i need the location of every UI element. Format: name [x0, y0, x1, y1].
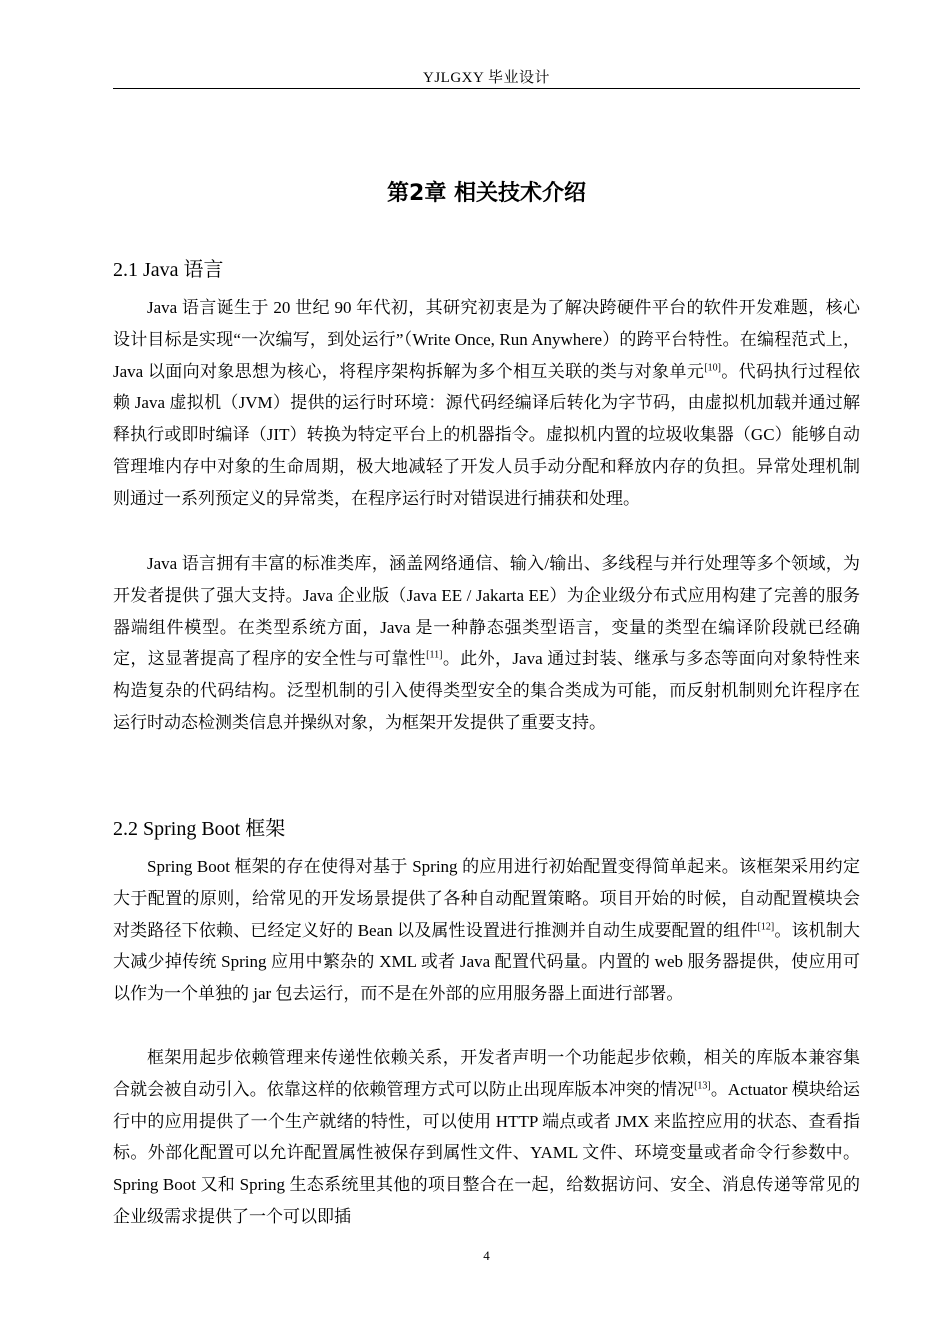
paragraph-text: 。该机制大大减少掉传统 Spring 应用中繁杂的 XML 或者 Java 配置代码量。内置的 web 服务器提供，使应用可以作为一个单独的 jar 包去运行，而不是在外部的应用服务器上面进行部署。: [113, 920, 860, 1004]
paragraph-text: 框架用起步依赖管理来传递性依赖关系，开发者声明一个功能起步依赖，相关的库版本兼容集合就会被自动引入。依靠这样的依赖管理方式可以防止出现库版本冲突的情况: [113, 1048, 860, 1099]
page-number: 4: [483, 1248, 490, 1263]
paragraph-text: Spring Boot 框架的存在使得对基于 Spring 的应用进行初始配置变得简单起来。该框架采用约定大于配置的原则，给常见的开发场景提供了各种自动配置策略。项目开始的时候，自动配置模块会对类路径下依赖、已经定义好的 Bean 以及属性设置进行推测并自动生成要配置的组件: [113, 857, 860, 940]
paragraph-text: 。代码执行过程依赖 Java 虚拟机（JVM）提供的运行时环境：源代码经编译后转化为字节码，由虚拟机加载并通过解释执行或即时编译（JIT）转换为特定平台上的机器指令。虚拟机内置的垃圾收集器（GC）能够自动管理堆内存中对象的生命周期，极大地减轻了开发人员手动分配和释放内存的负担。异常处理机制则通过一系列预定义的异常类，在程序运行时对错误进行捕获和处理。: [113, 361, 861, 508]
paragraph-spring-boot-intro: [113, 851, 860, 1010]
paragraph-text: 。Actuator 模块给运行中的应用提供了一个生产就绪的特性，可以使用 HTTP 端点或者 JMX 来监控应用的状态、查看指标。外部化配置可以允许配置属性被保存到属性文件、YAML 文件、环境变量或者命令行参数中。Spring Boot 又和 Spring 生态系统里其他的项目整合在一起，给数据访问、安全、消息传递等常见的企业级需求提供了一个可以即插: [113, 1079, 860, 1226]
paragraph-spring-boot-starters: [113, 1042, 860, 1233]
page-header: YJLGXY 毕业设计: [422, 70, 551, 86]
section-heading-2-1: 2.1 Java 语言: [113, 259, 224, 281]
paragraph-text: 。此外，Java 通过封装、继承与多态等面向对象特性来构造复杂的代码结构。泛型机制的引入使得类型安全的集合类成为可能，而反射机制则允许程序在运行时动态检测类信息并操纵对象，为框架开发提供了重要支持。: [113, 649, 861, 732]
citation: [11]: [426, 649, 443, 661]
paragraph-java-library: [113, 548, 860, 739]
paragraph-text: Java 语言诞生于 20 世纪 90 年代初，其研究初衷是为了解决跨硬件平台的软件开发难题，核心设计目标是实现“一次编写，到处运行”（Write Once, Run Anywhere）的跨平台特性。在编程范式上，Java 以面向对象思想为核心，将程序架构拆解为多个相互关联的类与对象单元: [113, 298, 860, 381]
chapter-title: 第2章 相关技术介绍: [387, 181, 586, 206]
paragraph-text: Java 语言拥有丰富的标准类库，涵盖网络通信、输入/输出、多线程与并行处理等多个领域，为开发者提供了强大支持。Java 企业版（Java EE / Jakarta EE）为企业级分布式应用构建了完善的服务器端组件模型。在类型系统方面，Java 是一种静态强类型语言，变量的类型在编译阶段就已经确定，这显著提高了程序的安全性与可靠性: [113, 554, 860, 669]
citation: [10]: [704, 361, 721, 373]
citation: [12]: [757, 920, 775, 932]
header-rule: [113, 88, 860, 89]
citation: [13]: [694, 1080, 711, 1092]
paragraph-java-intro: [113, 292, 860, 515]
section-heading-2-2: 2.2 Spring Boot 框架: [113, 818, 286, 840]
